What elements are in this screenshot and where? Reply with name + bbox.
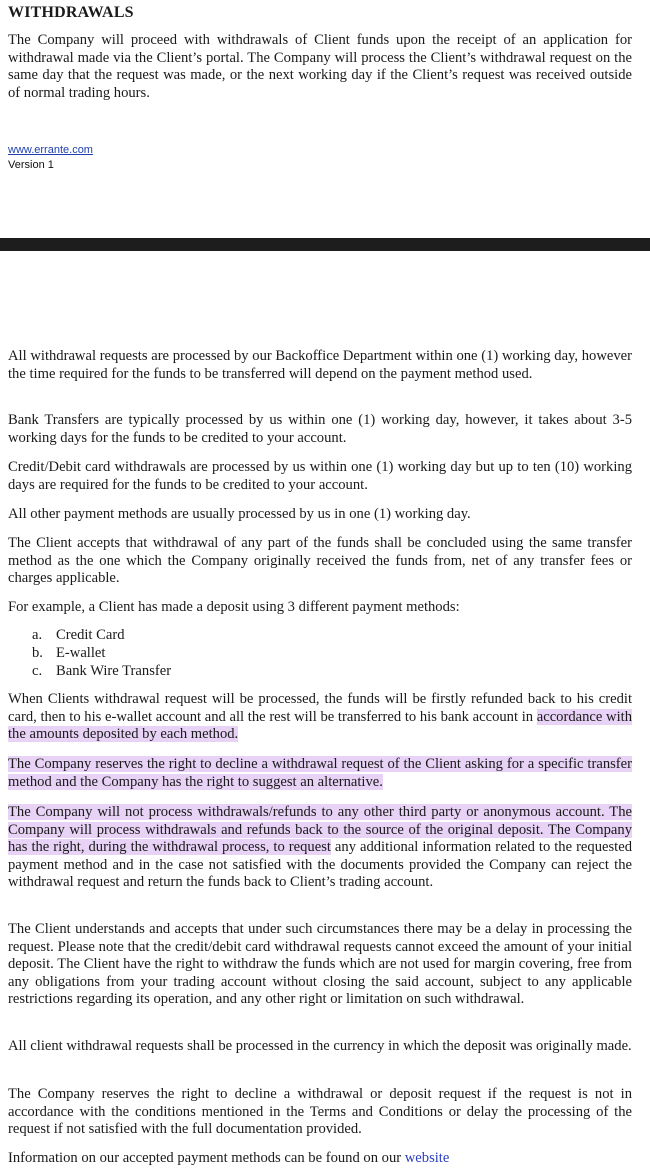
paragraph-example: For example, a Client has made a deposit using 3 different payment methods: [8, 599, 460, 615]
paragraph-payment-info: Information on our accepted payment methods can be found on our website [8, 1150, 450, 1166]
list-item: b. E-wallet [32, 645, 106, 661]
intro-paragraph: The Company will proceed with withdrawals of Client funds upon the receipt of an application for withdrawal made via the Client’s portal. The Company will process the Client’s withdrawal request on the same day that the request was made, or the next working day if the Client’s request was received outside of normal trading hours. [8, 32, 632, 101]
payment-method-list [32, 626, 171, 680]
paragraph-decline-request: The Company reserves the right to decline a withdrawal or deposit request if the request is not in accordance with the conditions mentioned in the Terms and Conditions or delay the processing of the request if not satisfied with the full documentation provided. [8, 1086, 632, 1138]
paragraph-currency: All client withdrawal requests shall be processed in the currency in which the deposit was originally made. [8, 1038, 632, 1054]
paragraph-bank-transfers: Bank Transfers are typically processed by us within one (1) working day, however, it takes about 3-5 working days for the funds to be credited to your account. [8, 412, 632, 446]
paragraph-delay: The Client understands and accepts that under such circumstances there may be a delay in processing the request. Please note that the credit/debit card withdrawal requests cannot exceed the amount of your initial deposit. The Client have the right to withdraw the funds which are not used for margin covering, free from any obligations from your trading account without closing the said account, subject to any applicable restrictions regarding its operation, and any other right or limitation on such withdrawal. [8, 921, 632, 1008]
paragraph-refund-order: When Clients withdrawal request will be processed, the funds will be firstly refunded back to his credit card, then to his e-wallet account and all the rest will be transferred to his bank account in accordance with the amounts deposited by each method. [8, 691, 632, 743]
document-page-top [0, 0, 650, 238]
footer-version: Version 1 [8, 159, 54, 171]
highlighted-text: The Company reserves the right to decline a withdrawal request of the Client asking for a specific transfer method and the Company has the right to suggest an alternative. [8, 756, 632, 790]
list-item: a. Credit Card [32, 627, 125, 643]
list-item: c. Bank Wire Transfer [32, 663, 172, 679]
paragraph-decline-method [8, 756, 632, 791]
paragraph-processing-time: All withdrawal requests are processed by our Backoffice Department within one (1) working day, however the time required for the funds to be transferred will depend on the payment method used. [8, 348, 632, 382]
highlighted-text: accordance with the amounts deposited by each method. [8, 708, 632, 743]
website-link[interactable]: website [404, 1150, 450, 1166]
highlighted-text: The Company will not process withdrawals/refunds to any other third party or anonymous account. The Company will process withdrawals and refunds back to the source of the original deposit. The Company has the right, during the withdrawal process, to request [8, 804, 632, 856]
paragraph-other-methods: All other payment methods are usually processed by us in one (1) working day. [8, 506, 471, 522]
paragraph-same-method: The Client accepts that withdrawal of any part of the funds shall be concluded using the same transfer method as the one which the Company originally received the funds from, net of any transfer fees or charges applicable. [8, 535, 632, 587]
page-break-divider [0, 238, 650, 251]
paragraph-third-party: The Company will not process withdrawals/refunds to any other third party or anonymous account. The Company will process withdrawals and refunds back to the source of the original deposit. The Company has the right, during the withdrawal process, to request any additional information related to the requested payment method and in the case not satisfied with the documents provided the Company can reject the withdrawal request and return the funds back to Client’s trading account. [8, 804, 632, 891]
paragraph-card-withdrawals: Credit/Debit card withdrawals are processed by us within one (1) working day but up to ten (10) working days are required for the funds to be credited to your account. [8, 459, 632, 493]
section-heading: WITHDRAWALS [8, 4, 134, 21]
footer-website-link[interactable]: www.errante.com [8, 144, 93, 156]
